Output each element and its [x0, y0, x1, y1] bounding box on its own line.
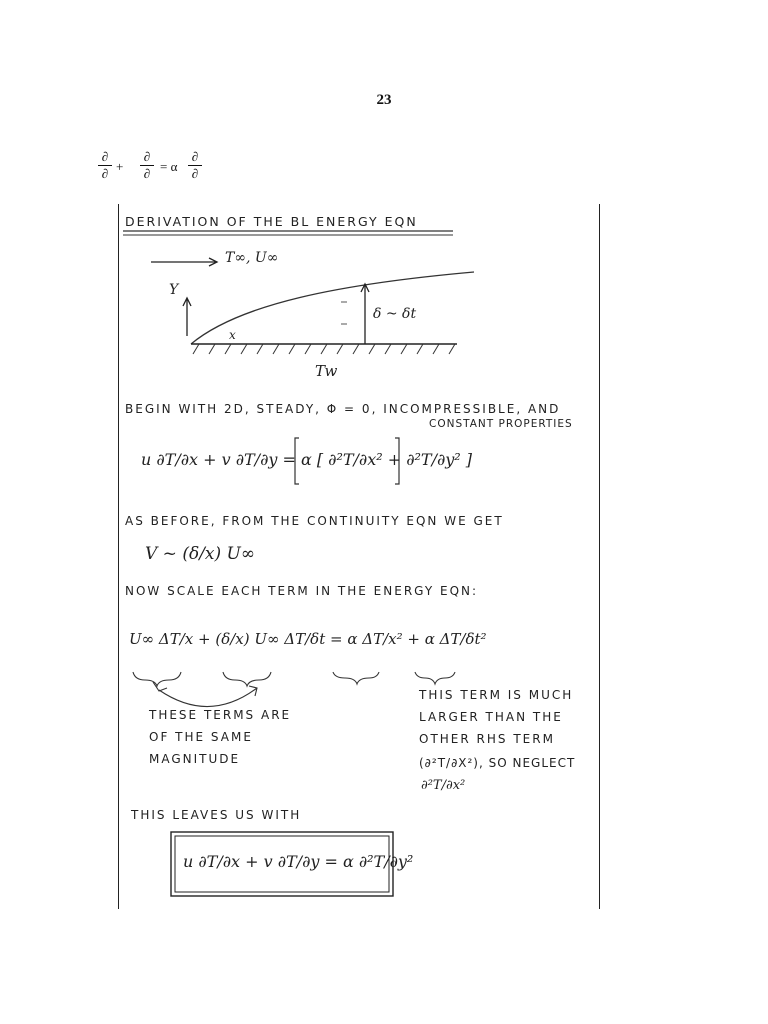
scaled-energy-equation: U∞ ΔT/x + (δ/x) U∞ ΔT/δt = α ΔT/x² + α ΔT/δt² [129, 630, 487, 648]
note-line: THIS TERM IS MUCH [419, 688, 574, 702]
v-scale-equation: V ~ (δ/x) U∞ [145, 544, 256, 564]
note-line: (∂²T/∂X²), SO NEGLECT [419, 756, 576, 770]
note-line: OF THE SAME [149, 730, 253, 744]
thickness-label: δ ~ δt [373, 306, 417, 322]
typed-equation-fragment: ∂ ∂ + ∂ ∂ = α ∂ ∂ [98, 150, 228, 190]
notes-title: DERIVATION OF THE BL ENERGY EQN [125, 214, 418, 229]
freestream-label: T∞, U∞ [225, 250, 279, 266]
assumptions-line: CONSTANT PROPERTIES [429, 418, 573, 430]
fraction: ∂ ∂ [188, 150, 202, 181]
page-number: 23 [376, 92, 392, 108]
x-label: x [229, 328, 236, 342]
full-energy-equation: u ∂T/∂x + v ∂T/∂y = α [ ∂²T/∂x² + ∂²T/∂y² ] [141, 450, 473, 469]
scale-line: NOW SCALE EACH TERM IN THE ENERGY EQN: [125, 584, 479, 598]
leaves-line: THIS LEAVES US WITH [131, 808, 302, 822]
note-line: THESE TERMS ARE [149, 708, 292, 722]
final-energy-equation: u ∂T/∂x + v ∂T/∂y = α ∂²T/∂y² [183, 852, 414, 871]
note-line: OTHER RHS TERM [419, 732, 555, 746]
fraction: ∂ ∂ [98, 150, 112, 181]
note-line: ∂²T/∂x² [421, 778, 466, 793]
note-line: MAGNITUDE [149, 752, 241, 766]
assumptions-line: BEGIN WITH 2D, STEADY, Φ = 0, INCOMPRESSIBLE, AND [125, 402, 561, 416]
y-axis-label: Y [169, 282, 179, 298]
handwritten-notes [118, 204, 600, 909]
fraction: ∂ ∂ [140, 150, 154, 181]
note-line: LARGER THAN THE [419, 710, 563, 724]
wall-temperature-label: Tw [315, 362, 338, 380]
continuity-line: AS BEFORE, FROM THE CONTINUITY EQN WE GET [125, 514, 504, 528]
